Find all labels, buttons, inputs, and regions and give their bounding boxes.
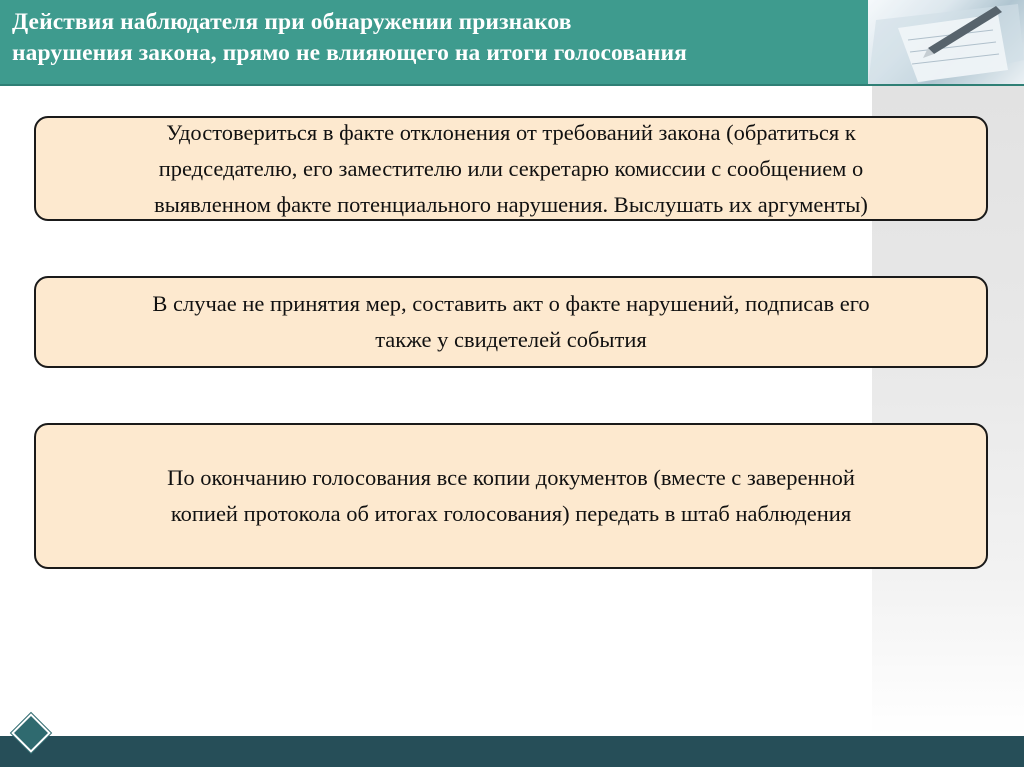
title-underline — [0, 84, 1024, 86]
title-line-1: Действия наблюдателя при обнаружении признаков — [12, 9, 572, 35]
title-line-2: нарушения закона, прямо не влияющего на итоги голосования — [12, 40, 687, 66]
step-card-verify — [34, 116, 988, 221]
step-card-hand-over-text — [167, 460, 855, 532]
slide-title — [0, 0, 868, 85]
step-card-verify-line: председателю, его заместителю или секретарю комиссии с сообщением о — [158, 155, 864, 181]
step-card-verify-line: Удостовериться в факте отклонения от требований закона (обратиться к — [166, 119, 856, 145]
step-card-act-text — [152, 286, 869, 358]
footer-bar — [0, 736, 1024, 767]
step-card-act-line: В случае не принятия мер, составить акт о факте нарушений, подписав его — [152, 291, 870, 316]
step-card-hand-over-line: По окончанию голосования все копии документов (вместе с заверенной — [167, 465, 855, 490]
step-card-act — [34, 276, 988, 368]
step-card-act-line: также у свидетелей события — [375, 327, 647, 352]
step-card-hand-over-line: копией протокола об итогах голосования) передать в штаб наблюдения — [170, 501, 852, 526]
step-card-hand-over — [34, 423, 988, 569]
step-card-verify-text — [154, 115, 868, 223]
step-card-verify-line: выявленном факте потенциального нарушения. Выслушать их аргументы) — [154, 191, 868, 217]
pen-document-photo — [868, 0, 1024, 85]
